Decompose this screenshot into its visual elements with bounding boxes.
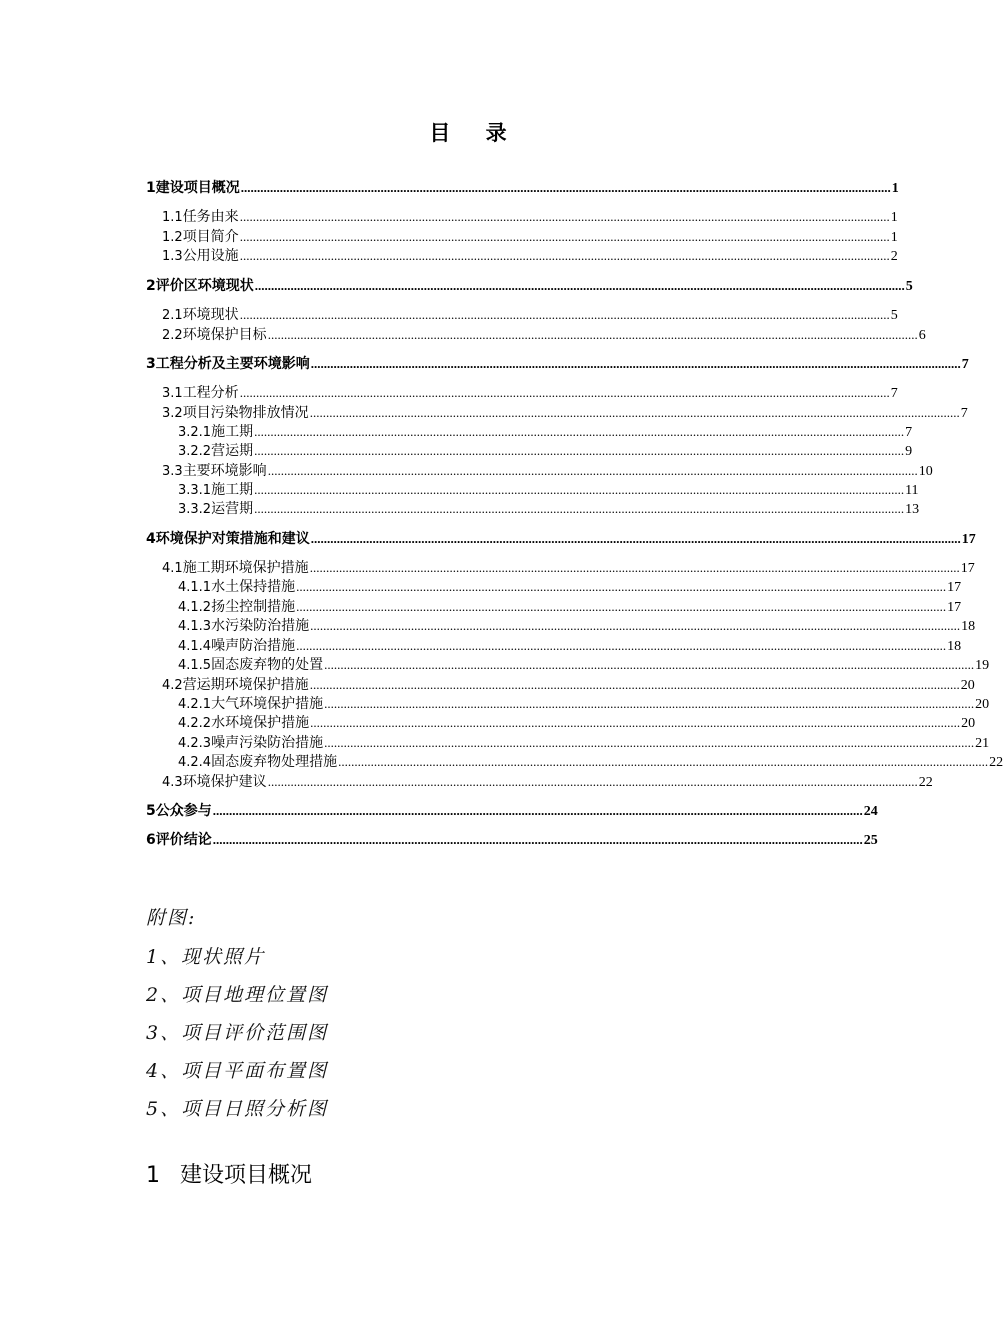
toc-entry[interactable] bbox=[178, 713, 976, 733]
toc-entry[interactable] bbox=[162, 772, 933, 792]
toc-entry[interactable] bbox=[178, 616, 976, 636]
toc-entry-title: 建设项目概况 bbox=[155, 180, 240, 196]
toc-entry-title: 工程分析及主要环境影响 bbox=[155, 356, 310, 372]
toc-leader-dots: ........................................................................................................................................................................................................ bbox=[239, 307, 890, 322]
toc-entry-number: 4.1.5 bbox=[178, 658, 212, 673]
toc-entry-title: 评价结论 bbox=[155, 832, 212, 848]
toc-entry[interactable] bbox=[178, 577, 962, 597]
toc-title: 目 录 bbox=[429, 121, 521, 145]
toc-entry[interactable] bbox=[162, 305, 898, 325]
toc-entry-number: 1.1 bbox=[162, 210, 183, 225]
toc-entry-title: 施工期 bbox=[211, 424, 254, 440]
toc-entry[interactable] bbox=[146, 276, 913, 296]
toc-entry-title: 环境现状 bbox=[182, 307, 239, 323]
toc-entry-title: 运营期 bbox=[211, 501, 254, 517]
appendix-item: 5、项目日照分析图 bbox=[146, 1098, 329, 1120]
toc-entry-page: 24 bbox=[863, 804, 878, 819]
toc-entry-number: 4.2.2 bbox=[178, 716, 212, 731]
toc-leader-dots: ........................................................................................................................................................................................................ bbox=[296, 638, 947, 653]
toc-entry-page: 18 bbox=[947, 639, 962, 654]
toc-entry[interactable] bbox=[162, 675, 975, 695]
toc-entry-page: 22 bbox=[989, 755, 1003, 770]
toc-entry-title: 评价区环境现状 bbox=[155, 278, 254, 294]
toc-entry-title: 任务由来 bbox=[182, 209, 239, 225]
toc-leader-dots: ........................................................................................................................................................................................................ bbox=[324, 657, 975, 672]
toc-leader-dots: ........................................................................................................................................................................................................ bbox=[309, 405, 960, 420]
toc-entry-title: 噪声污染防治措施 bbox=[211, 735, 324, 751]
toc-leader-dots: ........................................................................................................................................................................................................ bbox=[338, 754, 989, 769]
chapter-title: 建设项目概况 bbox=[180, 1163, 313, 1188]
toc-entry-title: 工程分析 bbox=[182, 385, 239, 401]
toc-leader-dots: ........................................................................................................................................................................................................ bbox=[267, 463, 918, 478]
toc-leader-dots: ........................................................................................................................................................................................................ bbox=[267, 774, 918, 789]
toc-entry[interactable] bbox=[162, 461, 933, 481]
toc-entry-number: 4 bbox=[146, 531, 156, 547]
toc-entry-page: 18 bbox=[961, 619, 976, 634]
toc-entry-number: 3.1 bbox=[162, 386, 183, 401]
toc-entry[interactable] bbox=[178, 636, 962, 656]
toc-leader-dots: ........................................................................................................................................................................................................ bbox=[309, 560, 960, 575]
toc-entry-page: 9 bbox=[905, 444, 913, 459]
toc-entry-number: 3.2.2 bbox=[178, 444, 212, 459]
toc-leader-dots: ........................................................................................................................................................................................................ bbox=[310, 356, 961, 371]
toc-entry[interactable] bbox=[162, 403, 968, 423]
toc-entry-title: 主要环境影响 bbox=[182, 463, 267, 479]
toc-leader-dots: ........................................................................................................................................................................................................ bbox=[296, 579, 947, 594]
toc-entry-page: 7 bbox=[890, 386, 898, 401]
toc-entry-title: 营运期 bbox=[211, 443, 254, 459]
toc-entry-title: 固态废弃物的处置 bbox=[211, 657, 324, 673]
toc-entry-number: 2.2 bbox=[162, 328, 183, 343]
toc-entry-number: 3.2.1 bbox=[178, 425, 212, 440]
toc-entry-number: 4.1.1 bbox=[178, 580, 212, 595]
toc-entry-page: 20 bbox=[975, 697, 990, 712]
toc-entry[interactable] bbox=[178, 499, 920, 519]
toc-entry-title: 营运期环境保护措施 bbox=[182, 677, 309, 693]
toc-entry-number: 3.3.2 bbox=[178, 502, 212, 517]
toc-entry-page: 22 bbox=[918, 775, 933, 790]
toc-entry-number: 4.2.1 bbox=[178, 697, 212, 712]
toc-entry-number: 1.2 bbox=[162, 230, 183, 245]
toc-entry-page: 17 bbox=[947, 580, 962, 595]
toc-leader-dots: ........................................................................................................................................................................................................ bbox=[254, 482, 905, 497]
toc-entry-page: 17 bbox=[947, 600, 962, 615]
toc-entry-page: 10 bbox=[918, 464, 933, 479]
toc-leader-dots: ........................................................................................................................................................................................................ bbox=[254, 501, 905, 516]
toc-leader-dots: ........................................................................................................................................................................................................ bbox=[239, 248, 890, 263]
toc-entry[interactable] bbox=[178, 733, 990, 753]
toc-leader-dots: ........................................................................................................................................................................................................ bbox=[239, 385, 890, 400]
toc-entry-title: 大气环境保护措施 bbox=[211, 696, 324, 712]
toc-leader-dots: ........................................................................................................................................................................................................ bbox=[212, 803, 863, 818]
appendix-item: 3、项目评价范围图 bbox=[146, 1022, 329, 1044]
toc-entry-number: 4.3 bbox=[162, 775, 183, 790]
toc-entry-title: 固态废弃物处理措施 bbox=[211, 754, 338, 770]
toc-entry-number: 3.3.1 bbox=[178, 483, 212, 498]
toc-entry-number: 5 bbox=[146, 803, 156, 819]
toc-entry-number: 2.1 bbox=[162, 308, 183, 323]
toc-entry[interactable] bbox=[178, 655, 990, 675]
toc-entry-page: 5 bbox=[905, 279, 913, 294]
toc-leader-dots: ........................................................................................................................................................................................................ bbox=[239, 229, 890, 244]
appendix-item: 4、项目平面布置图 bbox=[146, 1060, 329, 1082]
toc-entry-title: 项目简介 bbox=[182, 229, 239, 245]
toc-leader-dots: ........................................................................................................................................................................................................ bbox=[324, 696, 975, 711]
toc-entry[interactable] bbox=[178, 441, 913, 461]
toc-entry-page: 2 bbox=[890, 249, 898, 264]
toc-leader-dots: ........................................................................................................................................................................................................ bbox=[324, 735, 975, 750]
toc-entry[interactable] bbox=[162, 558, 975, 578]
toc-entry-title: 水环境保护措施 bbox=[211, 715, 310, 731]
toc-entry-title: 项目污染物排放情况 bbox=[182, 405, 309, 421]
toc-leader-dots: ........................................................................................................................................................................................................ bbox=[240, 180, 891, 195]
toc-entry-page: 7 bbox=[905, 425, 913, 440]
chapter-number: 1 bbox=[146, 1163, 160, 1188]
toc-leader-dots: ........................................................................................................................................................................................................ bbox=[267, 327, 918, 342]
toc-entry-title: 环境保护建议 bbox=[182, 774, 267, 790]
toc-entry-number: 4.2.3 bbox=[178, 736, 212, 751]
toc-leader-dots: ........................................................................................................................................................................................................ bbox=[310, 618, 961, 633]
toc-entry-title: 施工期环境保护措施 bbox=[182, 560, 309, 576]
toc-entry[interactable] bbox=[178, 480, 919, 500]
toc-entry-page: 20 bbox=[960, 678, 975, 693]
toc-entry-title: 公众参与 bbox=[155, 803, 212, 819]
toc-leader-dots: ........................................................................................................................................................................................................ bbox=[310, 715, 961, 730]
toc-entry-page: 11 bbox=[905, 483, 919, 498]
toc-entry-number: 1.3 bbox=[162, 249, 183, 264]
toc-entry-page: 17 bbox=[960, 561, 975, 576]
toc-entry[interactable] bbox=[162, 227, 898, 247]
toc-entry-number: 6 bbox=[146, 832, 156, 848]
toc-entry-number: 4.1.2 bbox=[178, 600, 212, 615]
toc-entry-title: 水污染防治措施 bbox=[211, 618, 310, 634]
toc-entry-title: 环境保护目标 bbox=[182, 327, 267, 343]
toc-entry-page: 1 bbox=[890, 210, 898, 225]
toc-entry[interactable] bbox=[146, 529, 976, 549]
toc-entry-title: 公用设施 bbox=[182, 248, 239, 264]
toc-leader-dots: ........................................................................................................................................................................................................ bbox=[254, 278, 905, 293]
toc-leader-dots: ........................................................................................................................................................................................................ bbox=[254, 443, 905, 458]
toc-entry-title: 环境保护对策措施和建议 bbox=[155, 531, 310, 547]
toc-entry-page: 6 bbox=[918, 328, 926, 343]
toc-entry-number: 4.1.3 bbox=[178, 619, 212, 634]
toc-entry-number: 2 bbox=[146, 278, 156, 294]
toc-entry-page: 1 bbox=[891, 181, 899, 196]
toc-leader-dots: ........................................................................................................................................................................................................ bbox=[309, 677, 960, 692]
toc-entry[interactable] bbox=[162, 325, 926, 345]
toc-entry-page: 13 bbox=[905, 502, 920, 517]
toc-leader-dots: ........................................................................................................................................................................................................ bbox=[296, 599, 947, 614]
toc-entry[interactable] bbox=[178, 694, 990, 714]
toc-entry-page: 19 bbox=[975, 658, 990, 673]
toc-entry-number: 4.2 bbox=[162, 678, 183, 693]
toc-entry-number: 3 bbox=[146, 356, 156, 372]
appendix-item: 2、项目地理位置图 bbox=[146, 984, 329, 1006]
toc-leader-dots: ........................................................................................................................................................................................................ bbox=[254, 424, 905, 439]
toc-entry-number: 4.1 bbox=[162, 561, 183, 576]
toc-entry-title: 噪声防治措施 bbox=[211, 638, 296, 654]
toc-entry-page: 5 bbox=[890, 308, 898, 323]
toc-entry-title: 水土保持措施 bbox=[211, 579, 296, 595]
toc-entry[interactable] bbox=[146, 178, 899, 198]
toc-entry[interactable] bbox=[146, 801, 878, 821]
toc-entry-number: 4.1.4 bbox=[178, 639, 212, 654]
toc-entry-number: 1 bbox=[146, 180, 156, 196]
chapter-heading bbox=[146, 1158, 312, 1189]
toc-leader-dots: ........................................................................................................................................................................................................ bbox=[212, 832, 863, 847]
toc-entry[interactable] bbox=[178, 597, 962, 617]
toc-leader-dots: ........................................................................................................................................................................................................ bbox=[239, 209, 890, 224]
toc-entry-number: 4.2.4 bbox=[178, 755, 212, 770]
toc-entry-page: 7 bbox=[961, 357, 969, 372]
toc-entry-page: 7 bbox=[960, 406, 968, 421]
toc-entry-page: 25 bbox=[863, 833, 878, 848]
toc-entry-number: 3.3 bbox=[162, 464, 183, 479]
toc-entry[interactable] bbox=[178, 752, 1003, 772]
toc-entry-page: 17 bbox=[961, 532, 976, 547]
toc-entry-number: 3.2 bbox=[162, 406, 183, 421]
appendix-item: 1、现状照片 bbox=[146, 946, 266, 968]
toc-entry[interactable] bbox=[146, 830, 878, 850]
toc-entry[interactable] bbox=[146, 354, 969, 374]
toc-entry-title: 扬尘控制措施 bbox=[211, 599, 296, 615]
toc-entry[interactable] bbox=[178, 422, 913, 442]
toc-entry-page: 1 bbox=[890, 230, 898, 245]
toc-entry[interactable] bbox=[162, 207, 898, 227]
toc-entry[interactable] bbox=[162, 246, 898, 266]
toc-entry-title: 施工期 bbox=[211, 482, 254, 498]
toc-entry-page: 21 bbox=[975, 736, 990, 751]
toc-entry[interactable] bbox=[162, 383, 898, 403]
toc-entry-page: 20 bbox=[961, 716, 976, 731]
toc-leader-dots: ........................................................................................................................................................................................................ bbox=[310, 531, 961, 546]
appendix-title: 附图: bbox=[146, 907, 197, 929]
